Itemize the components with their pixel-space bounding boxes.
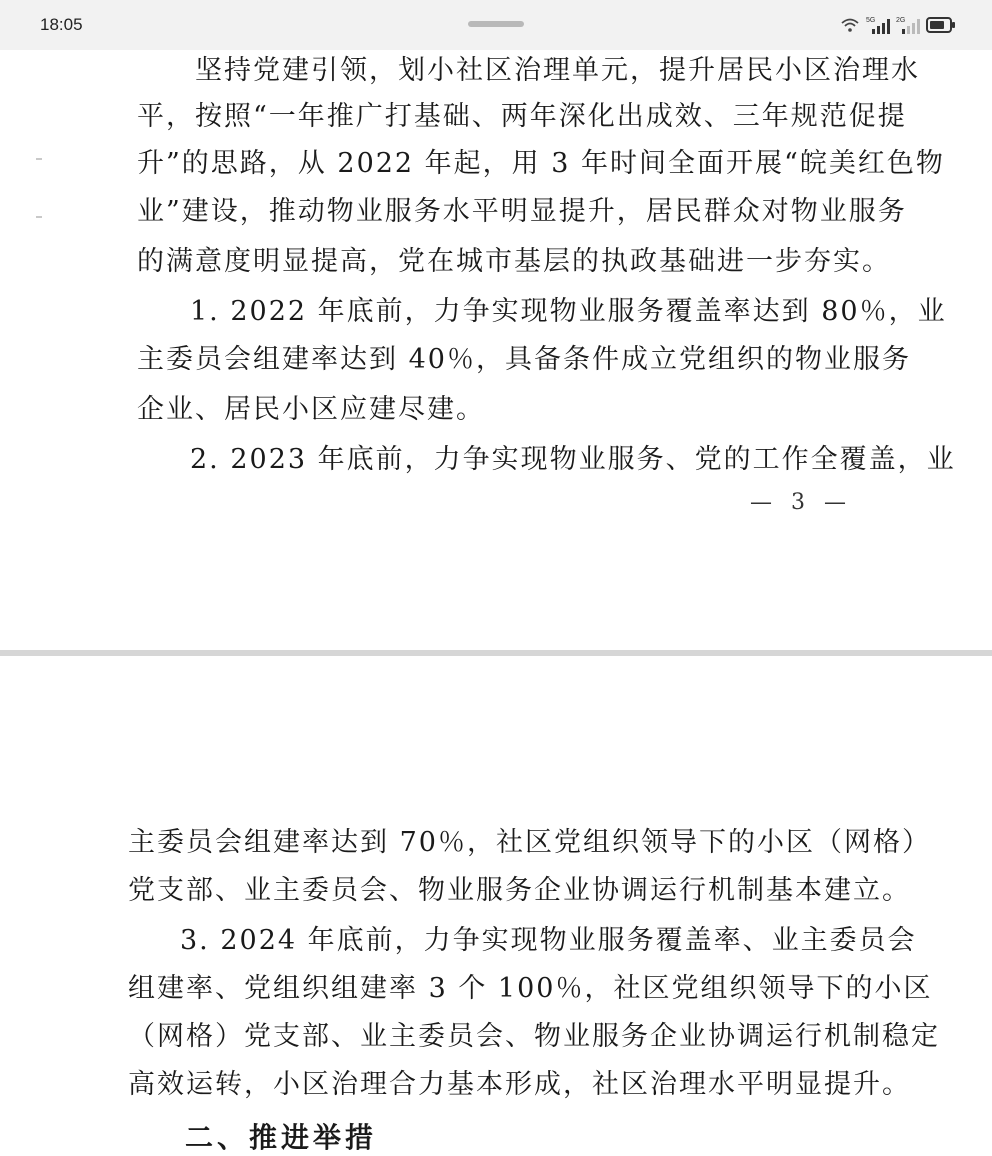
text-line: 主委员会组建率达到 70％，社区党组织领导下的小区（网格） [128, 827, 931, 858]
text-line: 的满意度明显提高，党在城市基层的执政基础进一步夯实。 [137, 246, 891, 277]
document-page-4 [0, 656, 992, 1154]
text-line: 党支部、业主委员会、物业服务企业协调运行机制基本建立。 [128, 875, 911, 906]
text-line: 升”的思路，从 2022 年起，用 3 年时间全面开展“皖美红色物 [137, 148, 945, 179]
status-icons [840, 14, 956, 36]
text-line: 高效运转，小区治理合力基本形成，社区治理水平明显提升。 [128, 1069, 911, 1100]
text-line: 主委员会组建率达到 40％，具备条件成立党组织的物业服务 [137, 344, 911, 375]
status-bar [0, 0, 992, 51]
cellular-signal-2-icon [896, 15, 920, 35]
scan-mark [36, 158, 42, 160]
text-line: 1. 2022 年底前，力争实现物业服务覆盖率达到 80％，业 [190, 296, 947, 327]
scan-mark [36, 216, 42, 218]
text-line: 业”建设，推动物业服务水平明显提升，居民群众对物业服务 [137, 196, 907, 227]
document-page-3 [0, 50, 992, 650]
text-line: 组建率、党组织组建率 3 个 100％，社区党组织领导下的小区 [128, 973, 933, 1004]
drag-handle[interactable] [468, 21, 524, 27]
page-number: — 3 — [750, 490, 852, 515]
text-line: 平，按照“一年推广打基础、两年深化出成效、三年规范促提 [137, 101, 907, 132]
signal-2-label: 2G [896, 17, 906, 24]
text-line: （网格）党支部、业主委员会、物业服务企业协调运行机制稳定 [128, 1021, 940, 1052]
text-line: 企业、居民小区应建尽建。 [137, 394, 485, 425]
text-line: 2. 2023 年底前，力争实现物业服务、党的工作全覆盖，业 [190, 444, 956, 475]
text-line: 3. 2024 年底前，力争实现物业服务覆盖率、业主委员会 [180, 925, 917, 956]
status-time: 18:05 [40, 15, 83, 34]
battery-icon [926, 16, 956, 34]
cellular-signal-1-icon [866, 15, 890, 35]
signal-1-label: 5G [866, 17, 876, 24]
wifi-icon [840, 17, 860, 33]
text-line: 坚持党建引领，划小社区治理单元，提升居民小区治理水 [195, 55, 920, 86]
section-heading-partial: 二、推进举措 [185, 1121, 378, 1154]
